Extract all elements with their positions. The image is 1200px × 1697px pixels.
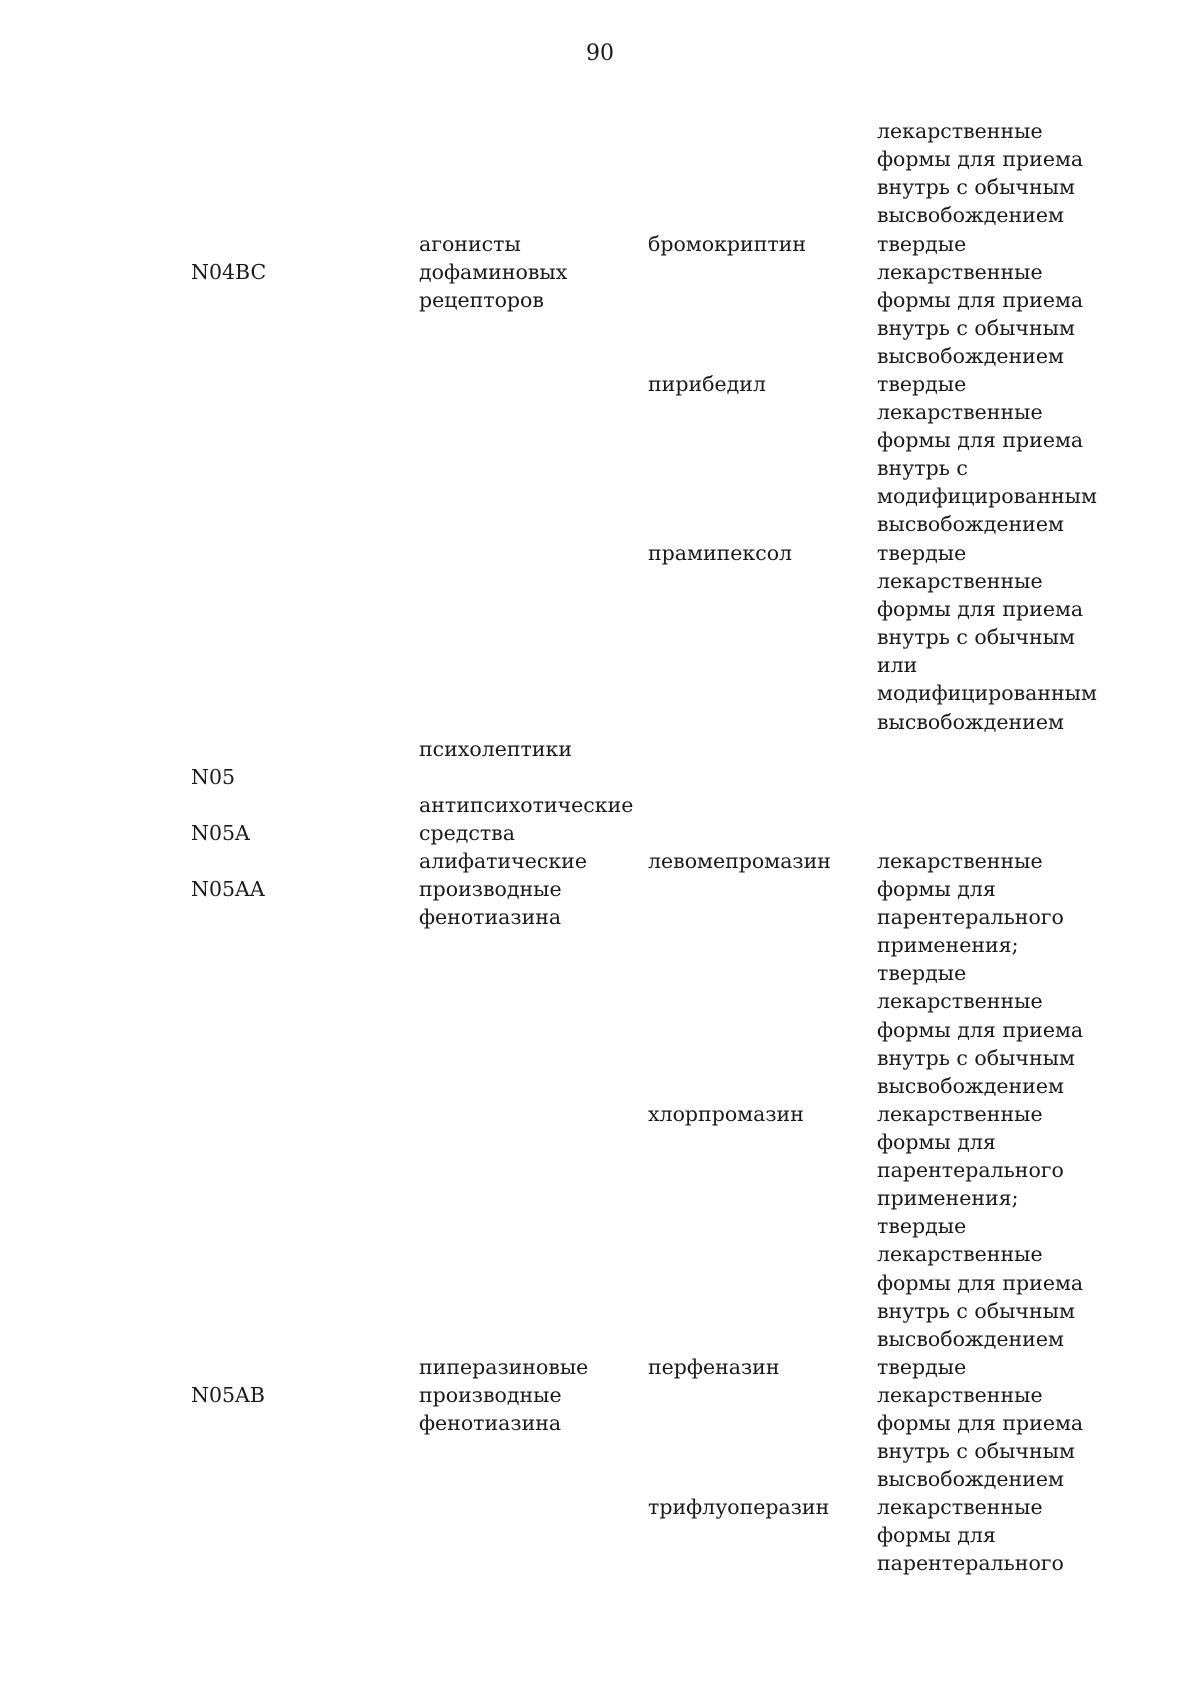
dosage-form-text: лекарственные формы для парентерального применения; твердые лекарственные формы для приема внутрь с обычным высвобождением xyxy=(877,1102,1084,1351)
drug-name: прамипексол xyxy=(648,541,793,565)
dosage-form-text: лекарственные формы для парентерального xyxy=(877,1495,1064,1576)
atc-code: N05A xyxy=(191,821,250,845)
atc-code: N05AB xyxy=(191,1383,265,1407)
atc-group-name: агонисты дофаминовых рецепторов xyxy=(419,232,568,313)
atc-group-name: алифатические производные фенотиазина xyxy=(419,849,587,930)
page-number: 90 xyxy=(586,41,614,66)
drug-name: перфеназин xyxy=(648,1355,780,1379)
drug-name: хлорпромазин xyxy=(648,1102,804,1126)
drug-name: бромокриптин xyxy=(648,232,807,256)
drug-name: левомепромазин xyxy=(648,849,831,873)
atc-group-name: антипсихотические средства xyxy=(419,793,634,846)
atc-code: N05 xyxy=(191,765,236,789)
atc-code: N05AA xyxy=(191,877,265,901)
dosage-form-text: твердые лекарственные формы для приема внутрь с модифицированным высвобождением xyxy=(877,372,1097,537)
drug-name: трифлуоперазин xyxy=(648,1495,830,1519)
dosage-form-text: лекарственные формы для парентерального применения; твердые лекарственные формы для приема внутрь с обычным высвобождением xyxy=(877,849,1084,1098)
atc-code: N04BC xyxy=(191,260,267,284)
dosage-form-text: твердые лекарственные формы для приема внутрь с обычным высвобождением xyxy=(877,1355,1084,1492)
dosage-form-text: лекарственные формы для приема внутрь с обычным высвобождением xyxy=(877,119,1084,228)
dosage-form-text: твердые лекарственные формы для приема внутрь с обычным или модифицированным высвобождением xyxy=(877,541,1097,734)
atc-group-name: психолептики xyxy=(419,737,573,761)
dosage-form-text: твердые лекарственные формы для приема внутрь с обычным высвобождением xyxy=(877,232,1084,369)
atc-group-name: пиперазиновые производные фенотиазина xyxy=(419,1355,589,1436)
drug-name: пирибедил xyxy=(648,372,766,396)
